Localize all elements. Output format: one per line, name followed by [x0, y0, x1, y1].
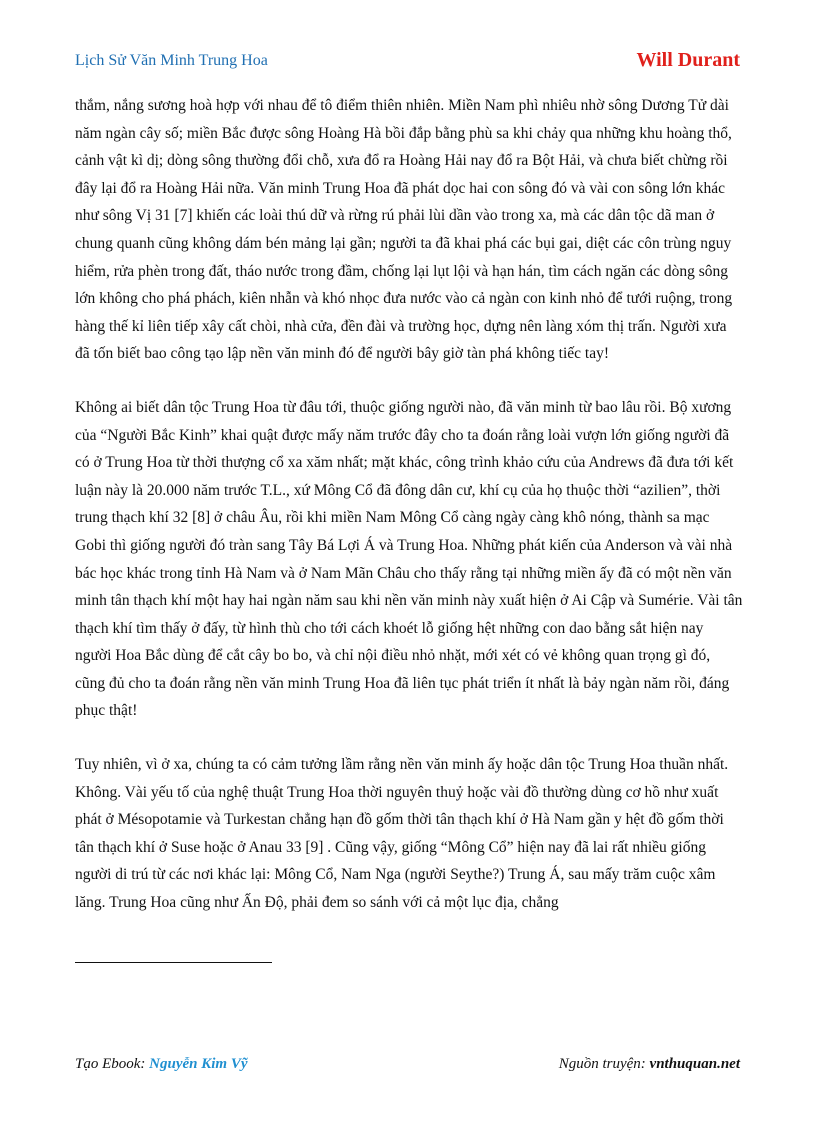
source-credit — [559, 1056, 740, 1073]
paragraph: Không ai biết dân tộc Trung Hoa từ đâu tới, thuộc giống người nào, đã văn minh từ bao lâu rồi. Bộ xương của “Người Bắc Kinh” khai quật được mấy năm trước đây cho ta đoán rằng loài vượn lớn giống người đã có ở Trung Hoa từ thời thượng cổ xa xăm nhất; mặt khác, công trình khảo cứu của Andrews đã đưa tới kết luận này là 20.000 năm trước T.L., xứ Mông Cổ đã đông dân cư, khí cụ của họ thuộc thời “azilien”, thời trung thạch khí 32 [8] ở châu Âu, rồi khi miền Nam Mông Cổ càng ngày càng khô nóng, thành sa mạc Gobi thì giống người đó tràn sang Tây Bá Lợi Á và Trung Hoa. Những phát kiến của Anderson và vài nhà bác học khác trong tỉnh Hà Nam và ở Nam Mãn Châu cho thấy rằng tại những miền ấy đã có một nền văn minh tân thạch khí một hay hai ngàn năm sau khi nền văn minh này xuất hiện ở Ai Cập và Sumérie. Vài tân thạch khí tìm thấy ở đấy, từ hình thù cho tới cách khoét lỗ giống hệt những con dao bằng sắt hiện nay người Hoa Bắc dùng để cắt cây bo bo, và chỉ nội điều nhỏ nhặt, mới xét có vẻ không quan trọng gì đó, cũng đủ cho ta đoán rằng nền văn minh Trung Hoa đã liên tục phát triển ít nhất là bảy ngàn năm rồi, đáng phục thật! — [75, 398, 743, 720]
paragraph: Tuy nhiên, vì ở xa, chúng ta có cảm tưởng lầm rằng nền văn minh ấy hoặc dân tộc Trung Hoa thuần nhất. Không. Vài yếu tố của nghệ thuật Trung Hoa thời nguyên thuỷ hoặc vài đồ thường dùng cơ hồ như xuất phát ở Mésopotamie và Turkestan chẳng hạn đồ gốm thời tân thạch khí ở Hà Nam gần y hệt đồ gốm thời tân thạch khí ở Suse hoặc ở Anau 33 [9] . Cũng vậy, giống “Mông Cổ” hiện nay đã lai rất nhiều giống người di trú từ các nơi khác lại: Mông Cổ, Nam Nga (người Seythe?) Trung Á, sau mấy trăm cuộc xâm lăng. Trung Hoa cũng như Ấn Độ, phải đem so sánh với cả một lục địa, chẳng — [75, 756, 729, 912]
ebook-credit-separator: : — [140, 1056, 150, 1072]
paragraph: thắm, nắng sương hoà hợp với nhau để tô điểm thiên nhiên. Miền Nam phì nhiêu nhờ sông Dương Tử dài năm ngàn cây số; miền Bắc được sông Hoàng Hà bồi đắp bằng phù sa khi chảy qua những khu hoàng thổ, cảnh vật kì dị; dòng sông thường đổi chỗ, xưa đổ ra Hoàng Hải nay đổ ra Bột Hải, và chưa biết chừng rồi đây lại đổ ra Hoàng Hải nữa. Văn minh Trung Hoa đã phát dọc hai con sông đó và vài con sông lớn khác như sông Vị 31 [7] khiến các loài thú dữ và rừng rú phải lùi dần vào trong xa, mà các dân tộc dã man ở chung quanh cũng không dám bén mảng lại gần; người ta đã khai phá các bụi gai, diệt các côn trùng nguy hiểm, rửa phèn trong đất, tháo nước trong đầm, chống lại lụt lội và hạn hán, tìm cách ngăn các dòng sông lớn không cho phá phách, kiên nhẫn và khó nhọc đưa nước vào cả ngàn con kinh nhỏ để tưới ruộng, trong hàng thế kỉ liên tiếp xây cất chòi, nhà cửa, đền đài và trường học, dựng nên làng xóm thị trấn. Người xưa đã tốn biết bao công tạo lập nền văn minh đó để người bây giờ tàn phá không tiếc tay! — [75, 97, 733, 363]
ebook-credit-label: Tạo Ebook — [75, 1056, 141, 1072]
source-site-name: vnthuquan.net — [649, 1056, 740, 1072]
source-credit-label: Nguồn truyện — [558, 1056, 641, 1072]
ebook-credit — [75, 1056, 248, 1073]
book-title: Lịch Sử Văn Minh Trung Hoa — [75, 52, 268, 69]
source-credit-separator: : — [640, 1056, 650, 1072]
ebook-creator-name: Nguyễn Kim Vỹ — [149, 1056, 248, 1072]
author-name: Will Durant — [636, 49, 740, 71]
footnote-divider — [75, 962, 272, 963]
page-body — [75, 92, 743, 943]
